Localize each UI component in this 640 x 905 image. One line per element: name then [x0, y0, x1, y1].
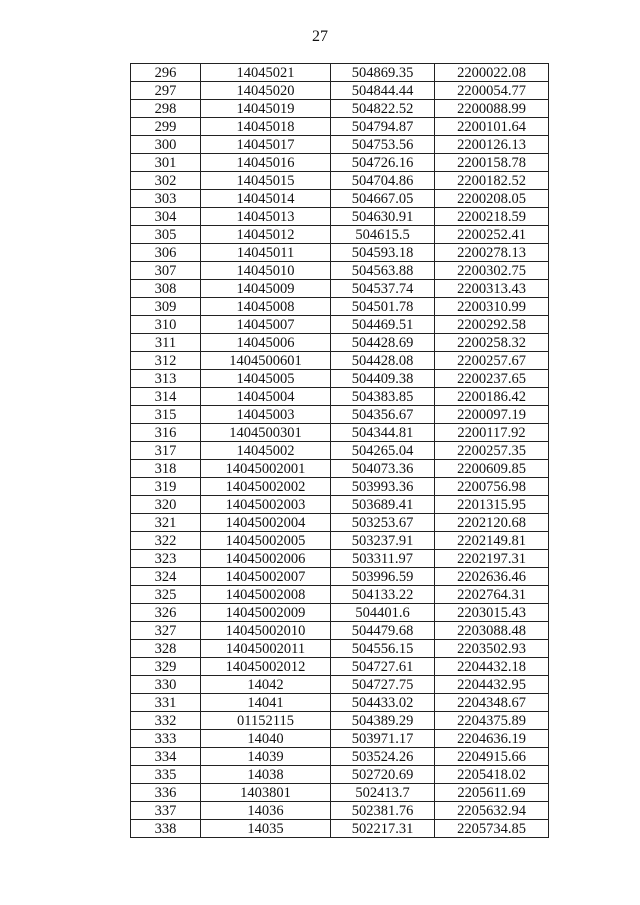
x-coordinate-cell: 502217.31 — [331, 820, 435, 838]
row-number-cell: 296 — [131, 64, 201, 82]
point-id-cell: 1403801 — [201, 784, 331, 802]
x-coordinate-cell: 504409.38 — [331, 370, 435, 388]
x-coordinate-cell: 504401.6 — [331, 604, 435, 622]
row-number-cell: 307 — [131, 262, 201, 280]
x-coordinate-cell: 504822.52 — [331, 100, 435, 118]
point-id-cell: 14045017 — [201, 136, 331, 154]
point-id-cell: 14035 — [201, 820, 331, 838]
y-coordinate-cell: 2202197.31 — [435, 550, 549, 568]
x-coordinate-cell: 504344.81 — [331, 424, 435, 442]
table-row — [131, 154, 549, 172]
point-id-cell: 14045002011 — [201, 640, 331, 658]
y-coordinate-cell: 2204348.67 — [435, 694, 549, 712]
row-number-cell: 322 — [131, 532, 201, 550]
table-row — [131, 478, 549, 496]
x-coordinate-cell: 504593.18 — [331, 244, 435, 262]
row-number-cell: 326 — [131, 604, 201, 622]
point-id-cell: 14041 — [201, 694, 331, 712]
point-id-cell: 14045002006 — [201, 550, 331, 568]
x-coordinate-cell: 502413.7 — [331, 784, 435, 802]
table-row — [131, 226, 549, 244]
x-coordinate-cell: 504753.56 — [331, 136, 435, 154]
table-row — [131, 568, 549, 586]
point-id-cell: 14045015 — [201, 172, 331, 190]
y-coordinate-cell: 2200257.35 — [435, 442, 549, 460]
x-coordinate-cell: 502381.76 — [331, 802, 435, 820]
row-number-cell: 324 — [131, 568, 201, 586]
y-coordinate-cell: 2200237.65 — [435, 370, 549, 388]
x-coordinate-cell: 504479.68 — [331, 622, 435, 640]
row-number-cell: 304 — [131, 208, 201, 226]
point-id-cell: 14045002010 — [201, 622, 331, 640]
y-coordinate-cell: 2200054.77 — [435, 82, 549, 100]
point-id-cell: 14045002002 — [201, 478, 331, 496]
y-coordinate-cell: 2200126.13 — [435, 136, 549, 154]
row-number-cell: 328 — [131, 640, 201, 658]
point-id-cell: 14045003 — [201, 406, 331, 424]
x-coordinate-cell: 503993.36 — [331, 478, 435, 496]
table-row — [131, 424, 549, 442]
x-coordinate-cell: 504726.16 — [331, 154, 435, 172]
y-coordinate-cell: 2200022.08 — [435, 64, 549, 82]
point-id-cell: 14045002001 — [201, 460, 331, 478]
y-coordinate-cell: 2200258.32 — [435, 334, 549, 352]
y-coordinate-cell: 2200158.78 — [435, 154, 549, 172]
row-number-cell: 327 — [131, 622, 201, 640]
point-id-cell: 14045021 — [201, 64, 331, 82]
table-row — [131, 658, 549, 676]
table-row — [131, 244, 549, 262]
row-number-cell: 308 — [131, 280, 201, 298]
table-row — [131, 118, 549, 136]
x-coordinate-cell: 504428.08 — [331, 352, 435, 370]
y-coordinate-cell: 2204375.89 — [435, 712, 549, 730]
row-number-cell: 313 — [131, 370, 201, 388]
point-id-cell: 14040 — [201, 730, 331, 748]
y-coordinate-cell: 2200252.41 — [435, 226, 549, 244]
point-id-cell: 14045014 — [201, 190, 331, 208]
x-coordinate-cell: 504265.04 — [331, 442, 435, 460]
page-number: 27 — [312, 28, 328, 45]
table-row — [131, 172, 549, 190]
row-number-cell: 298 — [131, 100, 201, 118]
table-row — [131, 352, 549, 370]
row-number-cell: 302 — [131, 172, 201, 190]
point-id-cell: 14042 — [201, 676, 331, 694]
table-row — [131, 370, 549, 388]
table-row — [131, 64, 549, 82]
row-number-cell: 323 — [131, 550, 201, 568]
table-row — [131, 514, 549, 532]
table-row — [131, 460, 549, 478]
point-id-cell: 14045010 — [201, 262, 331, 280]
x-coordinate-cell: 504794.87 — [331, 118, 435, 136]
y-coordinate-cell: 2204636.19 — [435, 730, 549, 748]
y-coordinate-cell: 2205734.85 — [435, 820, 549, 838]
y-coordinate-cell: 2205611.69 — [435, 784, 549, 802]
point-id-cell: 14045016 — [201, 154, 331, 172]
x-coordinate-cell: 504844.44 — [331, 82, 435, 100]
y-coordinate-cell: 2204432.18 — [435, 658, 549, 676]
row-number-cell: 321 — [131, 514, 201, 532]
y-coordinate-cell: 2200117.92 — [435, 424, 549, 442]
y-coordinate-cell: 2200257.67 — [435, 352, 549, 370]
point-id-cell: 14038 — [201, 766, 331, 784]
point-id-cell: 14039 — [201, 748, 331, 766]
point-id-cell: 14045002 — [201, 442, 331, 460]
y-coordinate-cell: 2200756.98 — [435, 478, 549, 496]
point-id-cell: 14045013 — [201, 208, 331, 226]
row-number-cell: 312 — [131, 352, 201, 370]
y-coordinate-cell: 2200101.64 — [435, 118, 549, 136]
point-id-cell: 14045002008 — [201, 586, 331, 604]
table-row — [131, 334, 549, 352]
point-id-cell: 14045007 — [201, 316, 331, 334]
table-row — [131, 784, 549, 802]
point-id-cell: 14045002009 — [201, 604, 331, 622]
x-coordinate-cell: 503253.67 — [331, 514, 435, 532]
y-coordinate-cell: 2202764.31 — [435, 586, 549, 604]
x-coordinate-cell: 504563.88 — [331, 262, 435, 280]
x-coordinate-cell: 504869.35 — [331, 64, 435, 82]
table-row — [131, 190, 549, 208]
row-number-cell: 299 — [131, 118, 201, 136]
table-row — [131, 388, 549, 406]
row-number-cell: 331 — [131, 694, 201, 712]
y-coordinate-cell: 2205632.94 — [435, 802, 549, 820]
point-id-cell: 14045002012 — [201, 658, 331, 676]
y-coordinate-cell: 2204915.66 — [435, 748, 549, 766]
y-coordinate-cell: 2202120.68 — [435, 514, 549, 532]
row-number-cell: 338 — [131, 820, 201, 838]
y-coordinate-cell: 2200302.75 — [435, 262, 549, 280]
point-id-cell: 14045008 — [201, 298, 331, 316]
row-number-cell: 317 — [131, 442, 201, 460]
table-row — [131, 586, 549, 604]
y-coordinate-cell: 2200208.05 — [435, 190, 549, 208]
y-coordinate-cell: 2200292.58 — [435, 316, 549, 334]
x-coordinate-cell: 504727.61 — [331, 658, 435, 676]
point-id-cell: 14045006 — [201, 334, 331, 352]
row-number-cell: 318 — [131, 460, 201, 478]
y-coordinate-cell: 2204432.95 — [435, 676, 549, 694]
point-id-cell: 14045011 — [201, 244, 331, 262]
table-row — [131, 298, 549, 316]
point-id-cell: 14045009 — [201, 280, 331, 298]
x-coordinate-cell: 504383.85 — [331, 388, 435, 406]
table-row — [131, 208, 549, 226]
x-coordinate-cell: 504667.05 — [331, 190, 435, 208]
x-coordinate-cell: 503689.41 — [331, 496, 435, 514]
table-row — [131, 748, 549, 766]
point-id-cell: 14045018 — [201, 118, 331, 136]
point-id-cell: 14045019 — [201, 100, 331, 118]
x-coordinate-cell: 504433.02 — [331, 694, 435, 712]
row-number-cell: 297 — [131, 82, 201, 100]
table-row — [131, 766, 549, 784]
y-coordinate-cell: 2201315.95 — [435, 496, 549, 514]
row-number-cell: 315 — [131, 406, 201, 424]
x-coordinate-cell: 504389.29 — [331, 712, 435, 730]
row-number-cell: 300 — [131, 136, 201, 154]
row-number-cell: 325 — [131, 586, 201, 604]
point-id-cell: 14045002007 — [201, 568, 331, 586]
x-coordinate-cell: 504615.5 — [331, 226, 435, 244]
row-number-cell: 316 — [131, 424, 201, 442]
x-coordinate-cell: 504356.67 — [331, 406, 435, 424]
x-coordinate-cell: 503524.26 — [331, 748, 435, 766]
table-row — [131, 442, 549, 460]
point-id-cell: 1404500301 — [201, 424, 331, 442]
table-row — [131, 640, 549, 658]
x-coordinate-cell: 503996.59 — [331, 568, 435, 586]
table-row — [131, 820, 549, 838]
table-body — [131, 64, 549, 838]
y-coordinate-cell: 2200313.43 — [435, 280, 549, 298]
x-coordinate-cell: 503237.91 — [331, 532, 435, 550]
row-number-cell: 314 — [131, 388, 201, 406]
y-coordinate-cell: 2200278.13 — [435, 244, 549, 262]
table-row — [131, 136, 549, 154]
x-coordinate-cell: 504630.91 — [331, 208, 435, 226]
y-coordinate-cell: 2200609.85 — [435, 460, 549, 478]
row-number-cell: 336 — [131, 784, 201, 802]
row-number-cell: 334 — [131, 748, 201, 766]
y-coordinate-cell: 2200186.42 — [435, 388, 549, 406]
point-id-cell: 1404500601 — [201, 352, 331, 370]
table-row — [131, 730, 549, 748]
point-id-cell: 14045002004 — [201, 514, 331, 532]
point-id-cell: 01152115 — [201, 712, 331, 730]
x-coordinate-cell: 504073.36 — [331, 460, 435, 478]
row-number-cell: 301 — [131, 154, 201, 172]
row-number-cell: 319 — [131, 478, 201, 496]
row-number-cell: 332 — [131, 712, 201, 730]
y-coordinate-cell: 2203015.43 — [435, 604, 549, 622]
y-coordinate-cell: 2203502.93 — [435, 640, 549, 658]
x-coordinate-cell: 504133.22 — [331, 586, 435, 604]
row-number-cell: 337 — [131, 802, 201, 820]
table-row — [131, 406, 549, 424]
x-coordinate-cell: 503311.97 — [331, 550, 435, 568]
x-coordinate-cell: 504704.86 — [331, 172, 435, 190]
row-number-cell: 330 — [131, 676, 201, 694]
x-coordinate-cell: 503971.17 — [331, 730, 435, 748]
table-row — [131, 622, 549, 640]
y-coordinate-cell: 2203088.48 — [435, 622, 549, 640]
table-row — [131, 280, 549, 298]
point-id-cell: 14045020 — [201, 82, 331, 100]
table-row — [131, 496, 549, 514]
point-id-cell: 14045002003 — [201, 496, 331, 514]
y-coordinate-cell: 2200310.99 — [435, 298, 549, 316]
row-number-cell: 305 — [131, 226, 201, 244]
table-row — [131, 802, 549, 820]
row-number-cell: 306 — [131, 244, 201, 262]
point-id-cell: 14045012 — [201, 226, 331, 244]
table-row — [131, 100, 549, 118]
y-coordinate-cell: 2205418.02 — [435, 766, 549, 784]
y-coordinate-cell: 2202149.81 — [435, 532, 549, 550]
row-number-cell: 333 — [131, 730, 201, 748]
x-coordinate-cell: 504428.69 — [331, 334, 435, 352]
table-row — [131, 694, 549, 712]
x-coordinate-cell: 502720.69 — [331, 766, 435, 784]
y-coordinate-cell: 2200088.99 — [435, 100, 549, 118]
table-row — [131, 604, 549, 622]
coordinates-table — [130, 63, 549, 838]
y-coordinate-cell: 2202636.46 — [435, 568, 549, 586]
table-row — [131, 316, 549, 334]
y-coordinate-cell: 2200097.19 — [435, 406, 549, 424]
row-number-cell: 310 — [131, 316, 201, 334]
x-coordinate-cell: 504469.51 — [331, 316, 435, 334]
point-id-cell: 14036 — [201, 802, 331, 820]
row-number-cell: 335 — [131, 766, 201, 784]
x-coordinate-cell: 504537.74 — [331, 280, 435, 298]
x-coordinate-cell: 504556.15 — [331, 640, 435, 658]
point-id-cell: 14045005 — [201, 370, 331, 388]
point-id-cell: 14045002005 — [201, 532, 331, 550]
table-row — [131, 712, 549, 730]
table-row — [131, 82, 549, 100]
row-number-cell: 309 — [131, 298, 201, 316]
row-number-cell: 320 — [131, 496, 201, 514]
row-number-cell: 329 — [131, 658, 201, 676]
x-coordinate-cell: 504727.75 — [331, 676, 435, 694]
x-coordinate-cell: 504501.78 — [331, 298, 435, 316]
table-row — [131, 262, 549, 280]
row-number-cell: 303 — [131, 190, 201, 208]
y-coordinate-cell: 2200182.52 — [435, 172, 549, 190]
y-coordinate-cell: 2200218.59 — [435, 208, 549, 226]
point-id-cell: 14045004 — [201, 388, 331, 406]
table-row — [131, 550, 549, 568]
table-row — [131, 676, 549, 694]
table-row — [131, 532, 549, 550]
row-number-cell: 311 — [131, 334, 201, 352]
